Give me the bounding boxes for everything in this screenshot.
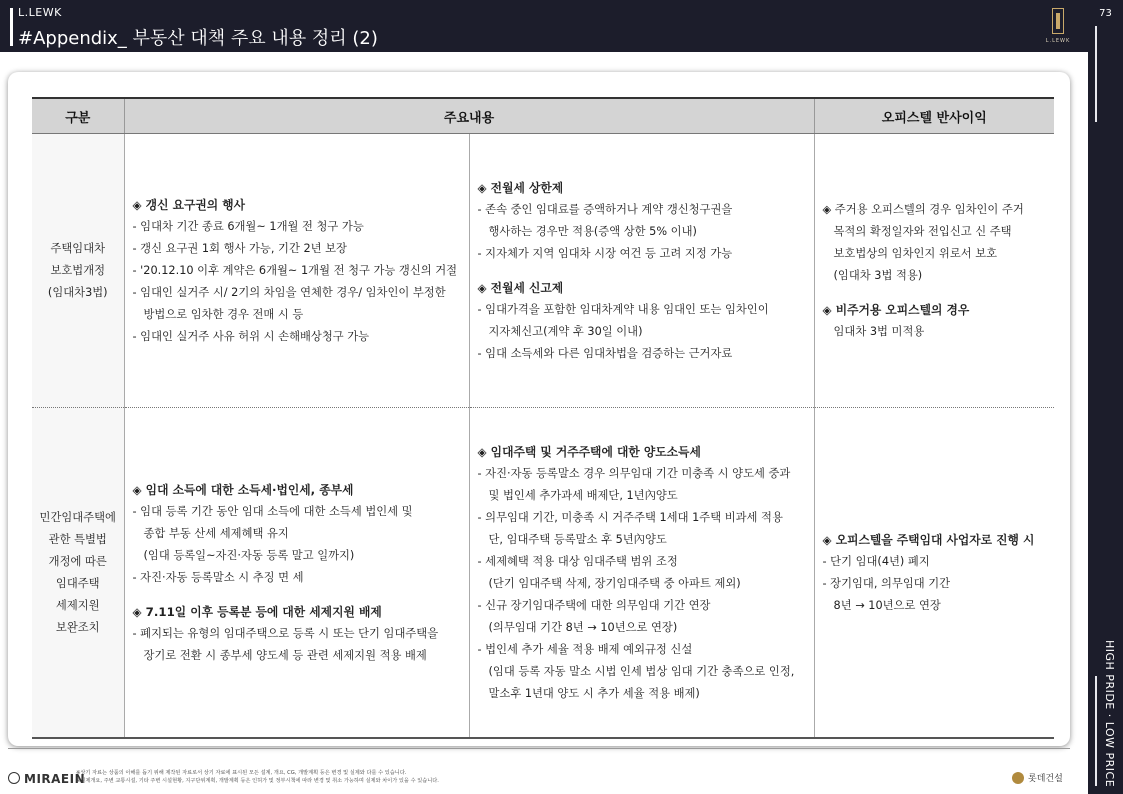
content-line: 행사하는 경우만 적용(증액 상한 5% 이내) xyxy=(488,224,697,238)
content-line: (의무임대 기간 8년 → 10년으로 연장) xyxy=(488,620,678,634)
content-line: 단, 임대주택 등록말소 후 5년內양도 xyxy=(488,532,667,546)
content-line: 지자체신고(계약 후 30일 이내) xyxy=(488,324,643,338)
lotte-logo-text: 롯데건설 xyxy=(1028,774,1063,784)
rail-divider-bottom xyxy=(1095,676,1097,786)
content-line: 말소후 1년대 양도 시 추가 세율 적용 배제) xyxy=(488,686,700,700)
header-officetel-benefit: 오피스텔 반사이익 xyxy=(814,98,1054,134)
content-line: - 신규 장기임대주택에 대한 의무임대 기간 연장 xyxy=(477,598,711,612)
line-spacer xyxy=(133,589,463,601)
header-bar xyxy=(0,0,1088,52)
content-line: 방법으로 임차한 경우 전매 시 등 xyxy=(143,307,304,321)
content-line: (단기 임대주택 삭제, 장기임대주택 중 아파트 제외) xyxy=(488,576,741,590)
miraein-logo-text: MIRAEIN xyxy=(24,772,86,786)
content-line: - 존속 중인 임대료를 증액하거나 계약 갱신청구권을 xyxy=(477,202,733,216)
section-heading: ◈ 갱신 요구권의 행사 xyxy=(132,197,246,212)
table-row xyxy=(32,408,1054,739)
content-line: 목적의 확정일자와 전입신고 신 주택 xyxy=(833,224,1012,238)
content-line: (임대 등록일~자진·자동 등록 말고 일까지) xyxy=(143,548,355,562)
content-line: - 임대 등록 기간 동안 임대 소득에 대한 소득세 법인세 및 xyxy=(132,504,413,518)
content-line: - 임대인 실거주 사유 허위 시 손해배상청구 가능 xyxy=(132,329,370,343)
content-cell-right xyxy=(469,134,814,408)
disclaimer-line: ※상기 자료는 상품의 이해를 돕기 위해 제작된 자료로서 상기 자료에 표시된 모든 설계, 개요, CG, 개발계획 등은 변경 및 실제와 다를 수 있습니다. xyxy=(76,770,407,776)
category-line: 관한 특별법 xyxy=(48,532,107,546)
content-line: - 임대가격을 포함한 임대차계약 내용 임대인 또는 임차인이 xyxy=(477,302,769,316)
line-spacer xyxy=(823,287,1049,299)
footer xyxy=(0,760,1088,794)
category-line: 민간임대주택에 xyxy=(39,510,116,524)
section-heading: ◈ 7.11일 이후 등록분 등에 대한 세제지원 배제 xyxy=(132,604,382,619)
content-line: 보호법상의 임차인지 위로서 보호 xyxy=(833,246,998,260)
lotte-logo-icon xyxy=(1012,772,1024,784)
section-heading: ◈ 오피스텔을 주택임대 사업자로 진행 시 xyxy=(822,532,1035,547)
content-line: - '20.12.10 이후 계약은 6개월~ 1개월 전 청구 가능 갱신의 거절 xyxy=(132,263,458,277)
header-category: 구분 xyxy=(32,98,124,134)
content-line: 및 법인세 추가과세 배제단, 1년內양도 xyxy=(488,488,678,502)
category-line: 세제지원 xyxy=(55,598,100,612)
category-line: 개정에 따른 xyxy=(48,554,107,568)
content-line: - 지자체가 지역 임대차 시장 여건 등 고려 지정 가능 xyxy=(477,246,733,260)
category-line: 임대주택 xyxy=(55,576,100,590)
row-category xyxy=(32,408,124,739)
table-header-row xyxy=(32,98,1054,134)
llewk-logo xyxy=(1040,6,1076,48)
content-line: - 자진·자동 등록말소 경우 의무임대 기간 미충족 시 양도세 중과 xyxy=(477,466,791,480)
content-line: - 갱신 요구권 1회 행사 가능, 기간 2년 보장 xyxy=(132,241,347,255)
content-line: - 단기 임대(4년) 폐지 xyxy=(822,554,930,568)
side-rail xyxy=(1088,0,1123,794)
section-heading: ◈ 임대주택 및 거주주택에 대한 양도소득세 xyxy=(477,444,701,459)
content-line: 임대차 3법 미적용 xyxy=(833,324,925,338)
content-line: - 법인세 추가 세율 적용 배제 예외규정 신설 xyxy=(477,642,693,656)
miraein-logo-icon xyxy=(8,772,20,784)
content-line: - 임대차 기간 종료 6개월~ 1개월 전 청구 가능 xyxy=(132,219,364,233)
section-heading: ◈ 전월세 신고제 xyxy=(477,280,564,295)
llewk-logo-icon xyxy=(1052,8,1064,34)
content-cell-left xyxy=(124,408,469,739)
panel-bottom-line xyxy=(8,742,1070,749)
content-line: - 폐지되는 유형의 임대주택으로 등록 시 또는 단기 임대주택을 xyxy=(132,626,439,640)
content-line: (임대 등록 자동 말소 시법 인세 법상 임대 기간 충족으로 인정, xyxy=(488,664,795,678)
table-row xyxy=(32,134,1054,408)
officetel-cell xyxy=(814,134,1054,408)
content-line: - 세제혜택 적용 대상 임대주택 범위 조정 xyxy=(477,554,678,568)
miraein-logo xyxy=(8,772,85,786)
content-line: - 임대 소득세와 다른 임대차법을 검증하는 근거자료 xyxy=(477,346,733,360)
content-line: 8년 → 10년으로 연장 xyxy=(833,598,941,612)
content-line: 장기로 전환 시 종부세 양도세 등 관련 세제지원 적용 배제 xyxy=(143,648,427,662)
slogan-text: HIGH PRIDE · LOW PRICE xyxy=(1103,640,1116,788)
header-main-content: 주요내용 xyxy=(124,98,814,134)
page-number: 73 xyxy=(1099,8,1112,19)
lotte-logo xyxy=(1012,771,1063,784)
page-title: #Appendix_ 부동산 대책 주요 내용 정리 (2) xyxy=(18,28,378,49)
policy-table xyxy=(32,97,1054,739)
section-heading: ◈ 전월세 상한제 xyxy=(477,180,564,195)
row-category xyxy=(32,134,124,408)
section-heading: ◈ 임대 소득에 대한 소득세·법인세, 종부세 xyxy=(132,482,354,497)
line-spacer xyxy=(478,265,808,277)
brand-name: L.LEWK xyxy=(18,6,62,19)
llewk-logo-text: L.LEWK xyxy=(1045,38,1071,44)
disclaimer-line: ※실제개요, 주변 교통시설, 기타 주변 시설현황, 지구단위계획, 개발계획 등은 인허가 및 정부시책에 따라 변경 및 취소 가능하며 실제와 차이가 있을 수 있습니다. xyxy=(76,778,439,784)
content-panel xyxy=(8,72,1070,746)
category-line: 보호법개정 xyxy=(50,263,106,277)
content-line: - 자진·자동 등록말소 시 추징 면 세 xyxy=(132,570,304,584)
content-cell-left xyxy=(124,134,469,408)
content-line: - 임대인 실거주 시/ 2기의 차임을 연체한 경우/ 임차인이 부정한 xyxy=(132,285,446,299)
content-line: ◈ 주거용 오피스텔의 경우 임차인이 주거 xyxy=(822,202,1024,216)
header-accent-bar xyxy=(10,8,13,46)
disclaimer xyxy=(76,769,439,785)
content-line: - 의무임대 기간, 미충족 시 거주주택 1세대 1주택 비과세 적용 xyxy=(477,510,783,524)
category-line: (임대차3법) xyxy=(47,285,108,299)
category-line: 보완조치 xyxy=(55,620,100,634)
section-heading: ◈ 비주거용 오피스텔의 경우 xyxy=(822,302,970,317)
content-line: 종합 부동 산세 세제혜택 유지 xyxy=(143,526,289,540)
officetel-cell xyxy=(814,408,1054,739)
content-line: - 장기임대, 의무임대 기간 xyxy=(822,576,951,590)
rail-divider-top xyxy=(1095,26,1097,122)
content-line: (임대차 3법 적용) xyxy=(833,268,923,282)
content-cell-right xyxy=(469,408,814,739)
category-line: 주택임대차 xyxy=(50,241,106,255)
